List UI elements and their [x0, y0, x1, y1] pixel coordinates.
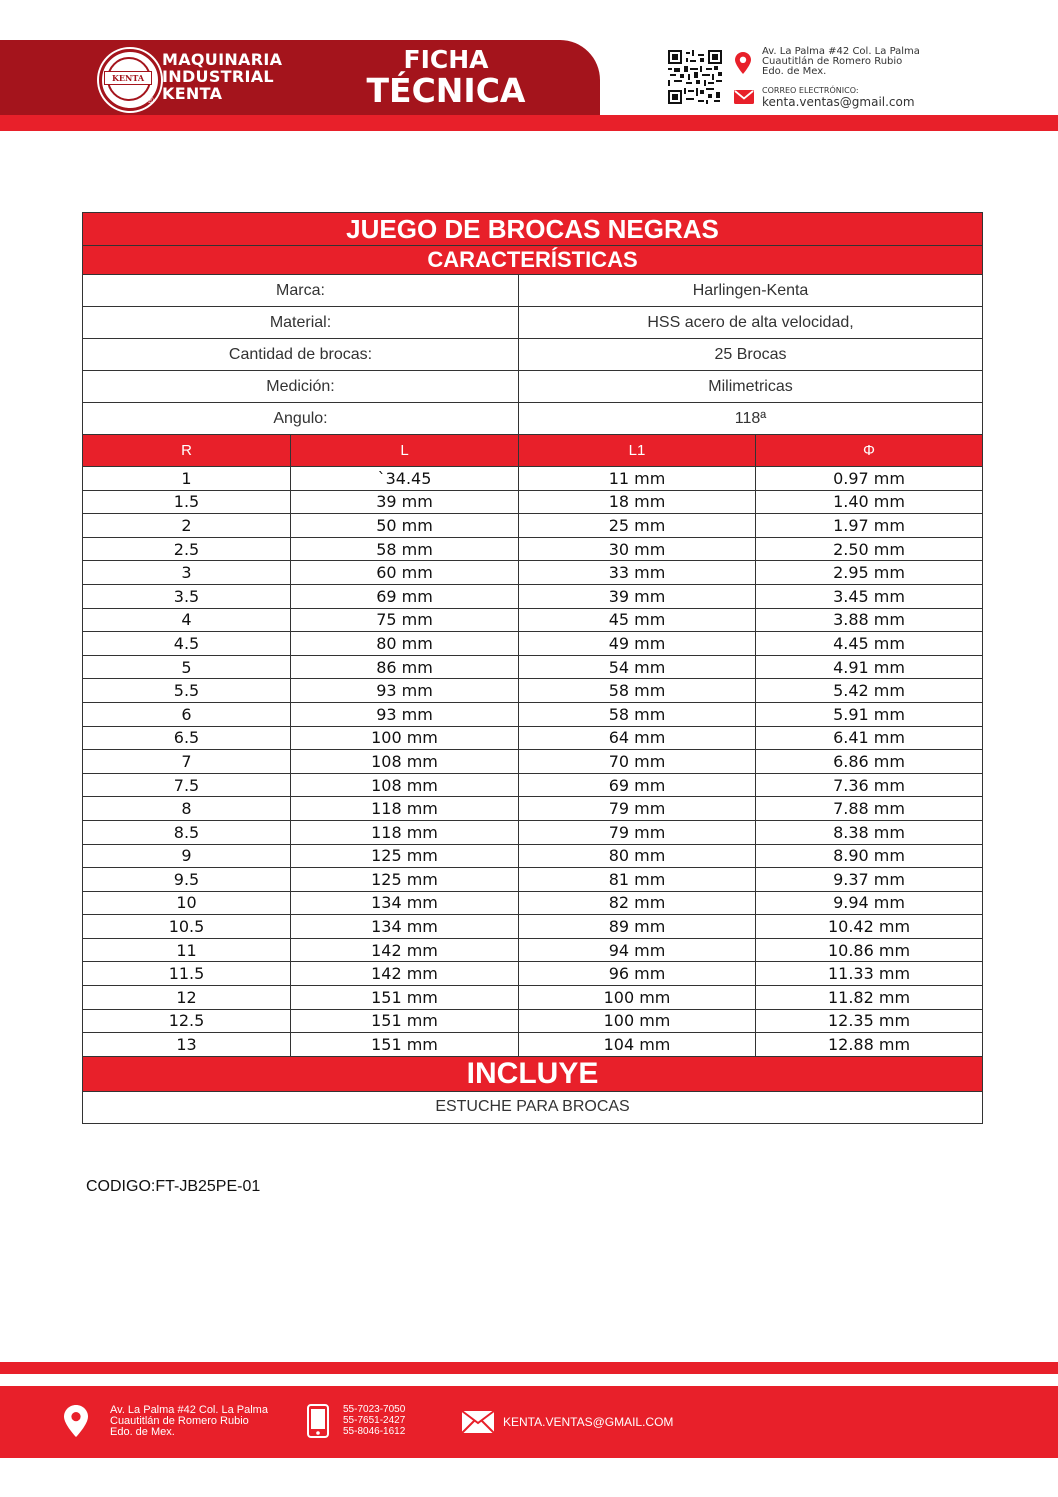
table-cell: 39 mm	[291, 490, 519, 514]
table-cell: 39 mm	[519, 584, 756, 608]
phone-1: 55-7023-7050	[343, 1404, 406, 1415]
table-cell: 3.5	[83, 584, 291, 608]
table-cell: 33 mm	[519, 561, 756, 585]
table-cell: 11 mm	[519, 467, 756, 491]
company-line-3: KENTA	[162, 84, 223, 103]
table-cell: 1.40 mm	[756, 490, 983, 514]
table-row	[83, 750, 983, 774]
table-cell: 79 mm	[519, 797, 756, 821]
phone-3: 55-8046-1612	[343, 1426, 406, 1437]
table-cell: 7.36 mm	[756, 773, 983, 797]
table-row	[83, 820, 983, 844]
envelope-icon	[461, 1410, 495, 1434]
table-cell: 58 mm	[519, 702, 756, 726]
location-pin-icon	[735, 52, 751, 74]
property-value: Harlingen-Kenta	[519, 275, 983, 307]
table-cell: 79 mm	[519, 820, 756, 844]
table-cell: 142 mm	[291, 938, 519, 962]
table-cell: 3.45 mm	[756, 584, 983, 608]
phone-2: 55-7651-2427	[343, 1415, 406, 1426]
table-cell: 9.37 mm	[756, 868, 983, 892]
table-cell: 13	[83, 1033, 291, 1057]
table-cell: 10.42 mm	[756, 915, 983, 939]
table-cell: 80 mm	[519, 844, 756, 868]
table-cell: 25 mm	[519, 514, 756, 538]
table-cell: 142 mm	[291, 962, 519, 986]
table-row	[83, 467, 983, 491]
table-cell: 8.90 mm	[756, 844, 983, 868]
table-cell: 8	[83, 797, 291, 821]
property-row	[83, 371, 983, 403]
table-cell: 64 mm	[519, 726, 756, 750]
table-cell: 3	[83, 561, 291, 585]
table-cell: 60 mm	[291, 561, 519, 585]
table-cell: 100 mm	[519, 986, 756, 1010]
table-cell: 2.95 mm	[756, 561, 983, 585]
table-row	[83, 490, 983, 514]
table-cell: 9.94 mm	[756, 891, 983, 915]
table-row	[83, 584, 983, 608]
footer-address-line-2: Cuautitlán de Romero Rubio	[110, 1415, 249, 1427]
table-cell: 125 mm	[291, 844, 519, 868]
table-cell: 7.5	[83, 773, 291, 797]
property-row	[83, 275, 983, 307]
address-line-2: Cuautitlán de Romero Rubio	[762, 56, 903, 67]
table-cell: 134 mm	[291, 915, 519, 939]
table-row	[83, 702, 983, 726]
property-row	[83, 403, 983, 435]
table-cell: 49 mm	[519, 632, 756, 656]
qr-code-icon	[668, 50, 722, 104]
table-cell: 11	[83, 938, 291, 962]
table-cell: 6.41 mm	[756, 726, 983, 750]
property-row	[83, 339, 983, 371]
table-row	[83, 915, 983, 939]
table-row	[83, 726, 983, 750]
table-row	[83, 773, 983, 797]
header-email: kenta.ventas@gmail.com	[762, 95, 915, 109]
document-code: CODIGO:FT-JB25PE-01	[86, 1178, 261, 1195]
table-cell: 94 mm	[519, 938, 756, 962]
table-cell: 69 mm	[291, 584, 519, 608]
company-line-2: INDUSTRIAL	[162, 67, 274, 86]
envelope-icon	[734, 89, 754, 105]
email-label: CORREO ELECTRÓNICO:	[762, 86, 859, 95]
company-line-1: MAQUINARIA	[162, 50, 283, 69]
table-cell: 8.5	[83, 820, 291, 844]
registered-mark: ®	[147, 95, 154, 105]
table-row	[83, 1009, 983, 1033]
table-cell: 100 mm	[519, 1009, 756, 1033]
property-value: HSS acero de alta velocidad,	[519, 307, 983, 339]
table-cell: `34.45	[291, 467, 519, 491]
table-cell: 54 mm	[519, 655, 756, 679]
includes-item: ESTUCHE PARA BROCAS	[83, 1091, 983, 1123]
table-cell: 104 mm	[519, 1033, 756, 1057]
property-label: Marca:	[83, 275, 519, 307]
footer-email: KENTA.VENTAS@GMAIL.COM	[503, 1415, 674, 1429]
table-cell: 11.33 mm	[756, 962, 983, 986]
table-cell: 0.97 mm	[756, 467, 983, 491]
footer-address	[110, 1405, 268, 1438]
table-cell: 6.86 mm	[756, 750, 983, 774]
table-row	[83, 868, 983, 892]
table-cell: 100 mm	[291, 726, 519, 750]
table-cell: 10.86 mm	[756, 938, 983, 962]
footer-accent-bar	[0, 1362, 1058, 1374]
table-row	[83, 608, 983, 632]
table-cell: 108 mm	[291, 750, 519, 774]
address-line-3: Edo. de Mex.	[762, 66, 827, 77]
table-cell: 80 mm	[291, 632, 519, 656]
table-cell: 4.91 mm	[756, 655, 983, 679]
header-accent-bar	[0, 115, 1058, 131]
table-cell: 70 mm	[519, 750, 756, 774]
document-type	[356, 46, 536, 108]
table-cell: 5	[83, 655, 291, 679]
table-cell: 151 mm	[291, 986, 519, 1010]
table-cell: 12.88 mm	[756, 1033, 983, 1057]
table-row	[83, 986, 983, 1010]
document-type-line-1: FICHA	[403, 45, 489, 74]
table-cell: 2.5	[83, 537, 291, 561]
includes-row	[83, 1091, 983, 1123]
column-header: R	[83, 435, 291, 467]
table-cell: 9.5	[83, 868, 291, 892]
includes-title: INCLUYE	[83, 1056, 983, 1091]
table-cell: 134 mm	[291, 891, 519, 915]
table-cell: 10.5	[83, 915, 291, 939]
table-cell: 89 mm	[519, 915, 756, 939]
table-row	[83, 514, 983, 538]
table-cell: 12.5	[83, 1009, 291, 1033]
table-cell: 5.42 mm	[756, 679, 983, 703]
table-row	[83, 655, 983, 679]
table-cell: 1.5	[83, 490, 291, 514]
table-row	[83, 797, 983, 821]
table-row	[83, 632, 983, 656]
table-cell: 151 mm	[291, 1009, 519, 1033]
property-label: Material:	[83, 307, 519, 339]
footer-address-line-3: Edo. de Mex.	[110, 1426, 175, 1438]
includes-header-row	[83, 1056, 983, 1091]
table-cell: 58 mm	[291, 537, 519, 561]
header-address	[762, 47, 920, 77]
property-value: 25 Brocas	[519, 339, 983, 371]
table-cell: 7.88 mm	[756, 797, 983, 821]
table-row	[83, 891, 983, 915]
section-title: CARACTERÍSTICAS	[83, 246, 983, 275]
table-cell: 7	[83, 750, 291, 774]
table-cell: 75 mm	[291, 608, 519, 632]
table-cell: 4.45 mm	[756, 632, 983, 656]
table-cell: 93 mm	[291, 679, 519, 703]
table-cell: 118 mm	[291, 820, 519, 844]
location-pin-icon	[64, 1405, 88, 1437]
table-cell: 58 mm	[519, 679, 756, 703]
table-cell: 4	[83, 608, 291, 632]
table-cell: 8.38 mm	[756, 820, 983, 844]
table-cell: 4.5	[83, 632, 291, 656]
table-cell: 125 mm	[291, 868, 519, 892]
table-cell: 12.35 mm	[756, 1009, 983, 1033]
table-cell: 50 mm	[291, 514, 519, 538]
table-row	[83, 938, 983, 962]
document-type-line-2: TÉCNICA	[366, 71, 526, 110]
table-cell: 30 mm	[519, 537, 756, 561]
table-row	[83, 1033, 983, 1057]
table-cell: 2	[83, 514, 291, 538]
table-cell: 69 mm	[519, 773, 756, 797]
property-value: Milimetricas	[519, 371, 983, 403]
table-cell: 3.88 mm	[756, 608, 983, 632]
table-cell: 12	[83, 986, 291, 1010]
table-row	[83, 962, 983, 986]
address-line-1: Av. La Palma #42 Col. La Palma	[762, 46, 920, 57]
table-row	[83, 537, 983, 561]
spec-table	[82, 212, 983, 1124]
table-cell: 96 mm	[519, 962, 756, 986]
table-row	[83, 679, 983, 703]
table-cell: 45 mm	[519, 608, 756, 632]
table-cell: 5.5	[83, 679, 291, 703]
table-cell: 6.5	[83, 726, 291, 750]
table-cell: 11.82 mm	[756, 986, 983, 1010]
sheet-title: JUEGO DE BROCAS NEGRAS	[83, 213, 983, 246]
table-cell: 11.5	[83, 962, 291, 986]
company-name	[162, 51, 282, 102]
table-cell: 5.91 mm	[756, 702, 983, 726]
property-label: Medición:	[83, 371, 519, 403]
table-cell: 1	[83, 467, 291, 491]
column-header: L1	[519, 435, 756, 467]
footer-phones	[343, 1404, 405, 1437]
table-header-row	[83, 435, 983, 467]
table-cell: 18 mm	[519, 490, 756, 514]
table-cell: 86 mm	[291, 655, 519, 679]
table-cell: 108 mm	[291, 773, 519, 797]
table-cell: 6	[83, 702, 291, 726]
property-value: 118ª	[519, 403, 983, 435]
table-row	[83, 844, 983, 868]
table-cell: 151 mm	[291, 1033, 519, 1057]
column-header: L	[291, 435, 519, 467]
property-label: Cantidad de brocas:	[83, 339, 519, 371]
logo-text: KENTA	[104, 71, 152, 85]
table-cell: 9	[83, 844, 291, 868]
property-label: Angulo:	[83, 403, 519, 435]
mobile-phone-icon	[307, 1404, 329, 1438]
table-cell: 93 mm	[291, 702, 519, 726]
column-header: Φ	[756, 435, 983, 467]
table-row	[83, 561, 983, 585]
table-cell: 81 mm	[519, 868, 756, 892]
table-cell: 10	[83, 891, 291, 915]
footer-address-line-1: Av. La Palma #42 Col. La Palma	[110, 1404, 268, 1416]
table-cell: 1.97 mm	[756, 514, 983, 538]
table-cell: 82 mm	[519, 891, 756, 915]
table-cell: 118 mm	[291, 797, 519, 821]
property-row	[83, 307, 983, 339]
table-cell: 2.50 mm	[756, 537, 983, 561]
